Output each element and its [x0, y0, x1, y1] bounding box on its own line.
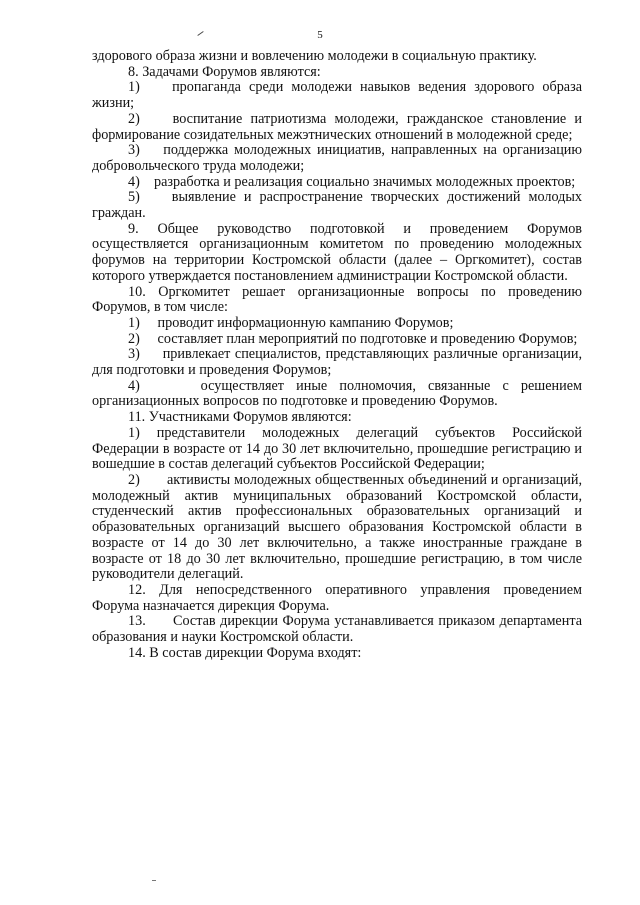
document-body [92, 49, 582, 661]
section-11-item-1: 1) представители молодежных делегаций субъектов Российской Федерации в возрасте от 14 до 30 лет включительно, прошедшие регистрацию и вошедшие в состав делегаций субъектов Российской Федерации; [92, 424, 582, 473]
section-8-heading: 8. Задачами Форумов являются: [128, 63, 321, 80]
section-10-heading: 10. Оргкомитет решает организационные вопросы по проведению Форумов, в том числе: [92, 283, 582, 316]
section-13: 13. Состав дирекции Форума устанавливается приказом департамента образования и науки Костромской области. [92, 613, 582, 646]
paragraph-continuation: здорового образа жизни и вовлечению молодежи в социальную практику. [92, 48, 537, 64]
section-8-item-4: 4) разработка и реализация социально значимых молодежных проектов; [128, 173, 576, 190]
section-9: 9. Общее руководство подготовкой и проведением Форумов осуществляется организационным комитетом по проведению молодежных форумов на территории Костромской области (далее – Оргкомитет), состав которого утверждается постановлением администрации Костромской области. [92, 220, 582, 284]
section-10-item-1: 1) проводит информационную кампанию Форумов; [128, 314, 454, 331]
section-12: 12. Для непосредственного оперативного управления проведением Форума назначается дирекция Форума. [92, 581, 582, 614]
section-8-item-1: 1) пропаганда среди молодежи навыков ведения здорового образа жизни; [92, 79, 582, 112]
section-10-item-4: 4) осуществляет иные полномочия, связанные с решением организационных вопросов по подготовке и проведению Форумов. [92, 377, 582, 410]
section-8-item-5: 5) выявление и распространение творческих достижений молодых граждан. [92, 189, 582, 222]
scan-speck [152, 880, 156, 881]
section-11-heading: 11. Участниками Форумов являются: [128, 409, 352, 426]
section-10-item-2: 2) составляет план мероприятий по подготовке и проведению Форумов; [128, 330, 578, 347]
section-14-heading: 14. В состав дирекции Форума входят: [128, 644, 362, 661]
section-8-item-2: 2) воспитание патриотизма молодежи, гражданское становление и формирование созидательных межэтнических отношений в молодежной среде; [92, 110, 582, 143]
section-8-item-3: 3) поддержка молодежных инициатив, направленных на организацию добровольческого труда молодежи; [92, 142, 582, 174]
section-10-item-3: 3) привлекает специалистов, представляющих различные организации, для подготовки и проведения Форумов; [92, 346, 582, 379]
page-number: 5 [317, 29, 323, 41]
section-11-item-2: 2) активисты молодежных общественных объединений и организаций, молодежный актив муниципальных образований Костромской области, студенческий актив профессиональных образовательных организаций и образовательных организаций высшего образования Костромской области в возрасте от 14 до 30 лет включительно, а также иностранные граждане в возрасте от 18 до 30 лет включительно, прошедшие регистрацию, в том числе руководители делегаций. [92, 471, 582, 583]
